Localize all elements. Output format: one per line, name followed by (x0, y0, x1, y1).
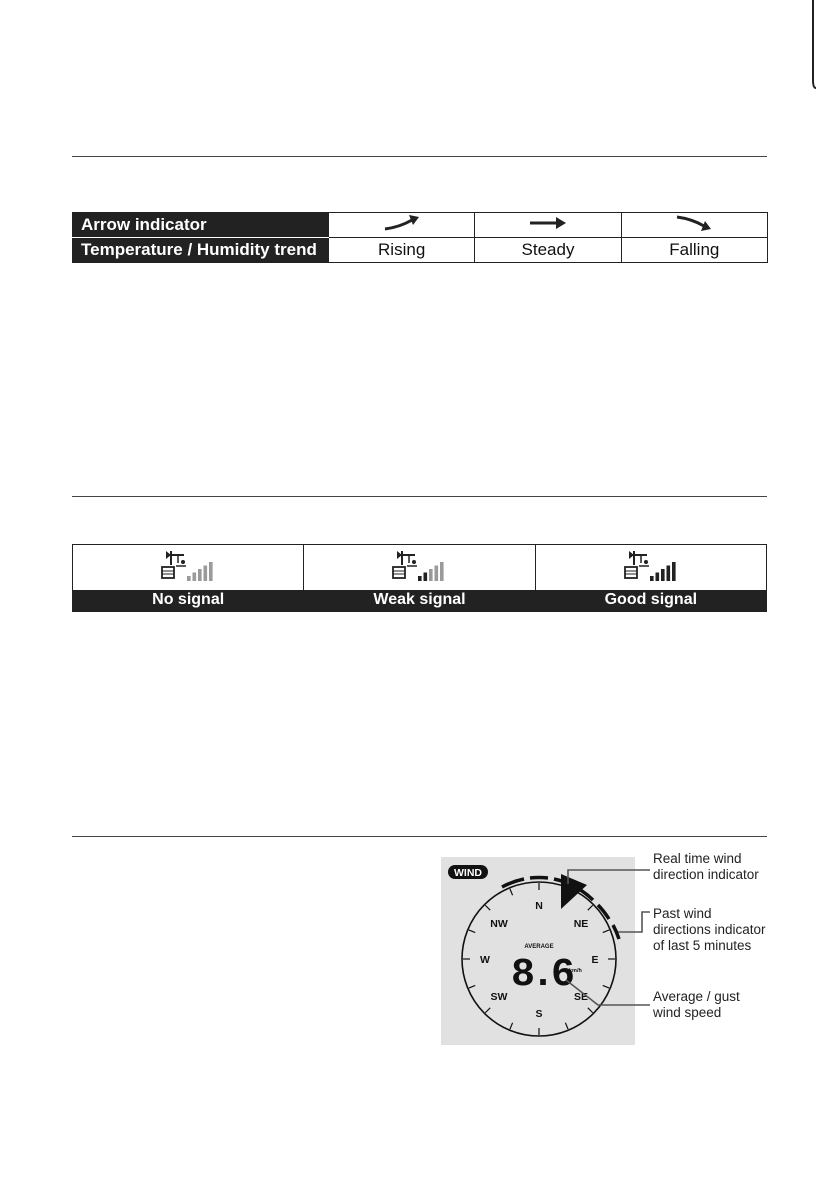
realtime-callout-line2: direction indicator (653, 867, 759, 882)
realtime-direction-callout (653, 851, 759, 883)
signal-none-icon (160, 549, 216, 585)
compass-tick (485, 905, 490, 910)
sensor-glyph (625, 551, 649, 578)
arrow-steady-icon (528, 214, 568, 232)
callout-leaders (560, 860, 660, 1010)
past-direction-callout (653, 906, 766, 954)
signal-weak-icon (391, 549, 447, 585)
compass-tick (485, 1008, 490, 1013)
signal-table (72, 544, 767, 612)
signal-bar (193, 573, 197, 582)
signal-bar (198, 569, 202, 581)
signal-weak-label: Weak signal (304, 590, 534, 611)
compass-s: S (535, 1008, 543, 1020)
signal-bar (655, 573, 659, 582)
page-edge-mark (812, 0, 815, 90)
signal-bar (209, 562, 213, 581)
trend-header: Temperature / Humidity trend (73, 238, 329, 263)
realtime-callout-line1: Real time wind (653, 851, 742, 866)
section-divider-2 (72, 496, 767, 497)
signal-bar (661, 569, 665, 581)
signal-cell-none (73, 545, 304, 611)
compass-tick (510, 889, 513, 895)
compass-ne: NE (573, 918, 589, 930)
trend-steady-label: Steady (475, 238, 621, 263)
signal-bar (650, 576, 654, 581)
compass-nw: NW (490, 918, 508, 930)
trend-table (72, 212, 768, 263)
past-callout-line1: Past wind (653, 906, 712, 921)
arrow-rising-icon (382, 214, 422, 232)
speed-callout-line2: wind speed (653, 1005, 722, 1020)
signal-bar (204, 566, 208, 582)
wind-speed-unit: km/h (569, 968, 582, 974)
signal-none-label: No signal (73, 590, 303, 611)
compass-w: W (480, 954, 490, 966)
signal-bar (435, 566, 439, 582)
sensor-glyph (162, 551, 186, 578)
wind-speed-callout (653, 989, 740, 1021)
compass-tick (469, 930, 475, 933)
trend-falling-label: Falling (621, 238, 767, 263)
signal-bar (440, 562, 444, 581)
arrow-indicator-header: Arrow indicator (73, 213, 329, 238)
signal-bar (672, 562, 676, 581)
rising-arrow-cell (329, 213, 475, 238)
speed-callout-line1: Average / gust (653, 989, 740, 1004)
signal-bar (418, 576, 422, 581)
average-label: AVERAGE (524, 944, 554, 950)
sensor-glyph (393, 551, 417, 578)
past-callout-line2: directions indicator (653, 922, 766, 937)
signal-cell-weak (304, 545, 535, 611)
signal-bar (429, 569, 433, 581)
compass-sw: SW (490, 991, 508, 1003)
signal-good-label: Good signal (536, 590, 766, 611)
section-divider-1 (72, 156, 767, 157)
past-callout-line3: of last 5 minutes (653, 938, 752, 953)
signal-bar (187, 576, 191, 581)
section-divider-3 (72, 836, 767, 837)
signal-good-icon (623, 549, 679, 585)
trend-rising-label: Rising (329, 238, 475, 263)
steady-arrow-cell (475, 213, 621, 238)
wind-badge-text: WIND (454, 867, 482, 879)
compass-se: SE (573, 991, 589, 1003)
compass-n: N (535, 900, 543, 912)
falling-arrow-cell (621, 213, 767, 238)
signal-cell-good (536, 545, 766, 611)
wind-speed-value: 8.6 (510, 953, 572, 998)
arrow-falling-icon (674, 214, 714, 232)
compass-tick (469, 985, 475, 988)
compass-e: E (591, 954, 599, 966)
signal-bar (424, 573, 428, 582)
compass-tick (565, 1023, 568, 1029)
compass-tick (510, 1023, 513, 1029)
signal-bar (666, 566, 670, 582)
